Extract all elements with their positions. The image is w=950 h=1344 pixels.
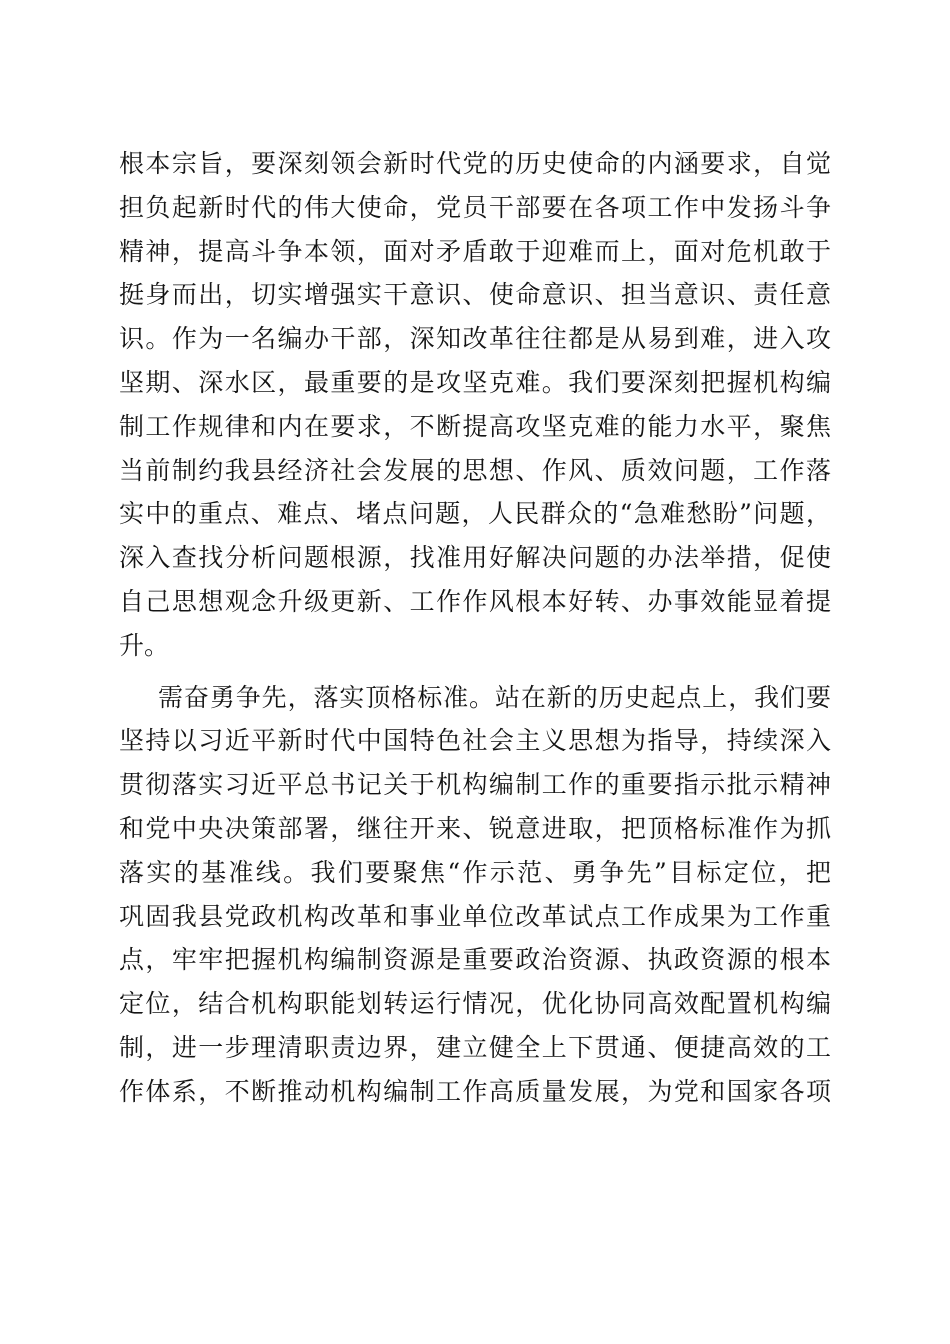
paragraph-line: 定位，结合机构职能划转运行情况，优化协同高效配置机构编 — [119, 989, 831, 1019]
paragraph-line: 和党中央决策部署，继往开来、锐意进取，把顶格标准作为抓 — [119, 813, 831, 843]
paragraph-line: 制工作规律和内在要求，不断提高攻坚克难的能力水平，聚焦 — [119, 411, 831, 441]
paragraph-line: 制，进一步理清职责边界，建立健全上下贯通、便捷高效的工 — [119, 1032, 831, 1062]
paragraph-2 — [119, 676, 831, 1114]
paragraph-line: 自己思想观念升级更新、工作作风根本好转、办事效能显着提 — [119, 586, 831, 616]
paragraph-line: 实中的重点、难点、堵点问题，人民群众的“急难愁盼”问题， — [119, 499, 831, 529]
paragraph-line: 升。 — [119, 630, 170, 660]
paragraph-line: 挺身而出，切实增强实干意识、使命意识、担当意识、责任意 — [119, 280, 831, 310]
paragraph-line: 识。作为一名编办干部，深知改革往往都是从易到难，进入攻 — [119, 324, 831, 354]
paragraph-1 — [119, 142, 831, 668]
paragraph-line: 贯彻落实习近平总书记关于机构编制工作的重要指示批示精神 — [119, 770, 831, 800]
paragraph-line: 点，牢牢把握机构编制资源是重要政治资源、执政资源的根本 — [119, 945, 831, 975]
paragraph-line: 担负起新时代的伟大使命，党员干部要在各项工作中发扬斗争 — [119, 192, 831, 222]
paragraph-line: 精神，提高斗争本领，面对矛盾敢于迎难而上，面对危机敢于 — [119, 236, 831, 266]
paragraph-line: 需奋勇争先，落实顶格标准。站在新的历史起点上，我们要 — [158, 682, 831, 712]
paragraph-line: 坚持以习近平新时代中国特色社会主义思想为指导，持续深入 — [119, 726, 831, 756]
paragraph-line: 深入查找分析问题根源，找准用好解决问题的办法举措，促使 — [119, 543, 831, 573]
paragraph-line: 落实的基准线。我们要聚焦“作示范、勇争先”目标定位，把 — [119, 857, 831, 887]
paragraph-line: 巩固我县党政机构改革和事业单位改革试点工作成果为工作重 — [119, 901, 831, 931]
paragraph-line: 当前制约我县经济社会发展的思想、作风、质效问题，工作落 — [119, 455, 831, 485]
document-body — [119, 142, 831, 1114]
paragraph-line: 根本宗旨，要深刻领会新时代党的历史使命的内涵要求，自觉 — [119, 149, 831, 178]
paragraph-line: 坚期、深水区，最重要的是攻坚克难。我们要深刻把握机构编 — [119, 367, 831, 397]
paragraph-line: 作体系，不断推动机构编制工作高质量发展，为党和国家各项 — [119, 1076, 831, 1106]
